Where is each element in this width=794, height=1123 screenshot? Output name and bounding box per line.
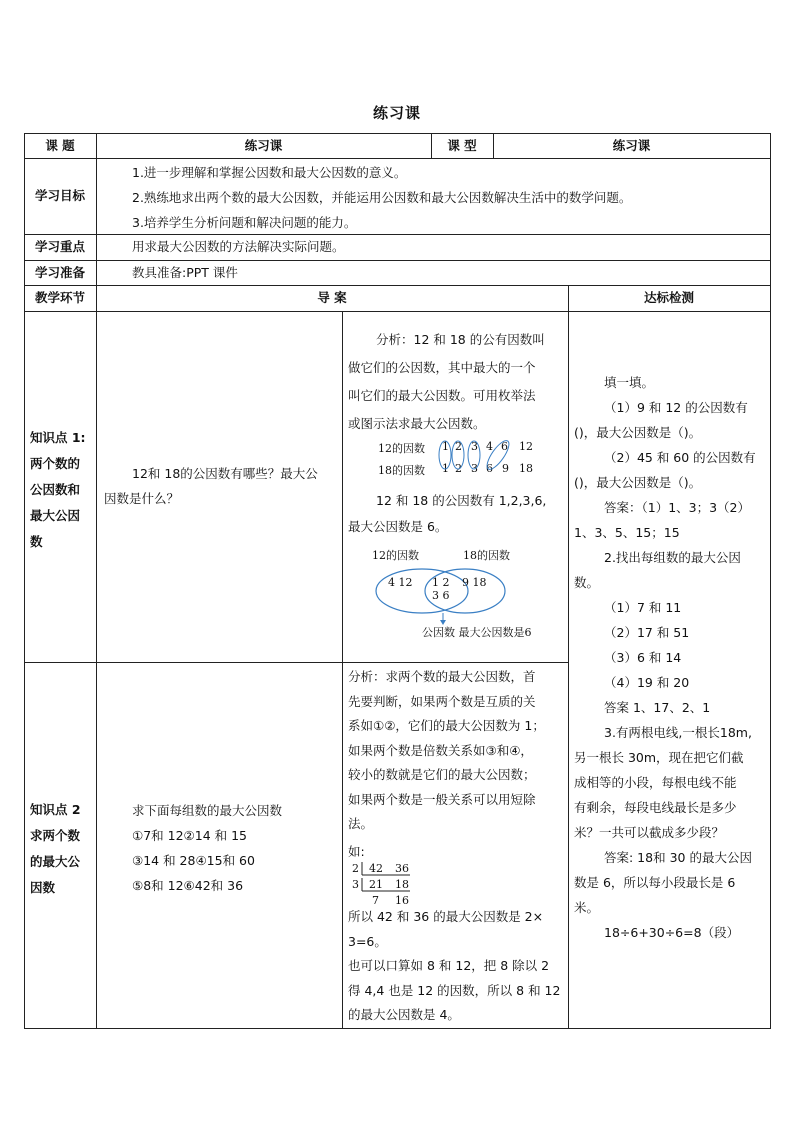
venn-common-top: 1 2	[432, 576, 450, 589]
row18-num: 9	[502, 462, 509, 475]
row18-num: 3	[471, 462, 478, 475]
row12-label: 12的因数	[378, 442, 425, 455]
kp2-analysis: 分析：求两个数的最大公因数，首 先要判断，如果两个数是互质的关 系如①②，它们的最大公因数为 1； 如果两个数是倍数关系如③和④， 较小的数就是它们的最大公因数； 如果两个数是一般关系可以用短除 法。	[348, 669, 545, 831]
divisor: 3	[352, 878, 359, 891]
kp2-question: 求下面每组数的最大公因数 ①7和 12②14 和 15 ③14 和 28④15和 60 ⑤8和 12⑥42和 36	[132, 803, 283, 893]
dividend: 18	[395, 878, 409, 891]
row12-num: 1	[442, 440, 449, 453]
division-lines	[350, 860, 430, 910]
row12-num: 6	[501, 440, 508, 453]
prep-label: 学习准备	[34, 265, 85, 280]
row18-label: 18的因数	[378, 464, 425, 477]
topic-value: 练习课	[244, 138, 283, 153]
kp1-conclusion: 12 和 18 的公因数有 1,2,3,6, 最大公因数是 6。	[348, 493, 547, 534]
venn-common-bottom: 3 6	[432, 589, 450, 602]
goal-item: 3.培养学生分析问题和解决问题的能力。	[132, 215, 357, 230]
row12-num: 3	[471, 440, 478, 453]
venn-left-label: 12的因数	[372, 549, 419, 562]
col-guide: 导 案	[317, 290, 347, 305]
topic-label: 课 题	[45, 138, 75, 153]
quotient: 16	[395, 894, 409, 907]
quotient: 7	[372, 894, 379, 907]
goal-item: 2.熟练地求出两个数的最大公因数，并能运用公因数和最大公因数解决生活中的数学问题。	[132, 190, 632, 205]
row12-num: 12	[519, 440, 533, 453]
dividend: 21	[369, 878, 383, 891]
row18-num: 6	[486, 462, 493, 475]
dividend: 36	[395, 862, 409, 875]
example-label: 如:	[348, 844, 365, 859]
venn-left-only: 4 12	[388, 576, 413, 589]
row12-num: 2	[455, 440, 462, 453]
dividend: 42	[369, 862, 383, 875]
kp2-tail: 所以 42 和 36 的最大公因数是 2× 3=6。 也可以口算如 8 和 12，把 8 除以 2 得 4,4 也是 12 的因数，所以 8 和 12 的最大公因数是 4。	[348, 909, 561, 1022]
kp1-question: 12和 18的公因数有哪些？最大公 因数是什么？	[104, 466, 318, 506]
row18-num: 1	[442, 462, 449, 475]
venn-right-only: 9 18	[462, 576, 487, 589]
check-content: 填一填。 （1）9 和 12 的公因数有 ()，最大公因数是（)。 （2）45 和 60 的公因数有 ()，最大公因数是（)。 答案：（1）1、3；3（2） 1、3、5、15；15 2.找出每组数的最大公因 数。 （1）7 和 11 （2）17 和 51 （3）6 和 14 （4）19 和 20 答案 1、17、2、1 3.有两根电线,一根长18m, 另一根长 30m，现在把它们截 成相等的小段，每根电线不能 有剩余，每段电线最长是多少 米？一共可以截成多少段？ 答案: 18和 30 的最大公因 数是 6，所以每小段最长是 6 米。 18÷6+30÷6=8（段）	[574, 375, 756, 940]
prep-value: 教具准备:PPT 课件	[132, 265, 238, 280]
focus-value: 用求最大公因数的方法解决实际问题。	[132, 239, 345, 254]
page-title: 练习课	[372, 104, 421, 122]
goal-item: 1.进一步理解和掌握公因数和最大公因数的意义。	[132, 165, 407, 180]
row18-num: 2	[455, 462, 462, 475]
goals-label: 学习目标	[34, 188, 85, 203]
kp2-label: 知识点 2 求两个数 的最大公 因数	[30, 802, 81, 895]
focus-label: 学习重点	[34, 239, 85, 254]
goals-list	[132, 160, 768, 235]
kp1-analysis: 分析：12 和 18 的公有因数叫 做它们的公因数，其中最大的一个 叫它们的最大公因数。可用枚举法 或图示法求最大公因数。	[348, 332, 545, 431]
common-factor-ovals	[436, 436, 516, 480]
venn-right-label: 18的因数	[463, 549, 510, 562]
kp1-label: 知识点 1: 两个数的 公因数和 最大公因 数	[30, 430, 86, 549]
row12-num: 4	[486, 440, 493, 453]
row18-num: 18	[519, 462, 533, 475]
col-stage: 教学环节	[34, 290, 85, 305]
type-value: 练习课	[612, 138, 651, 153]
divisor: 2	[352, 862, 359, 875]
venn-caption: 公因数 最大公因数是6	[422, 626, 532, 639]
col-check: 达标检测	[643, 290, 694, 305]
type-label: 课 型	[447, 138, 477, 153]
